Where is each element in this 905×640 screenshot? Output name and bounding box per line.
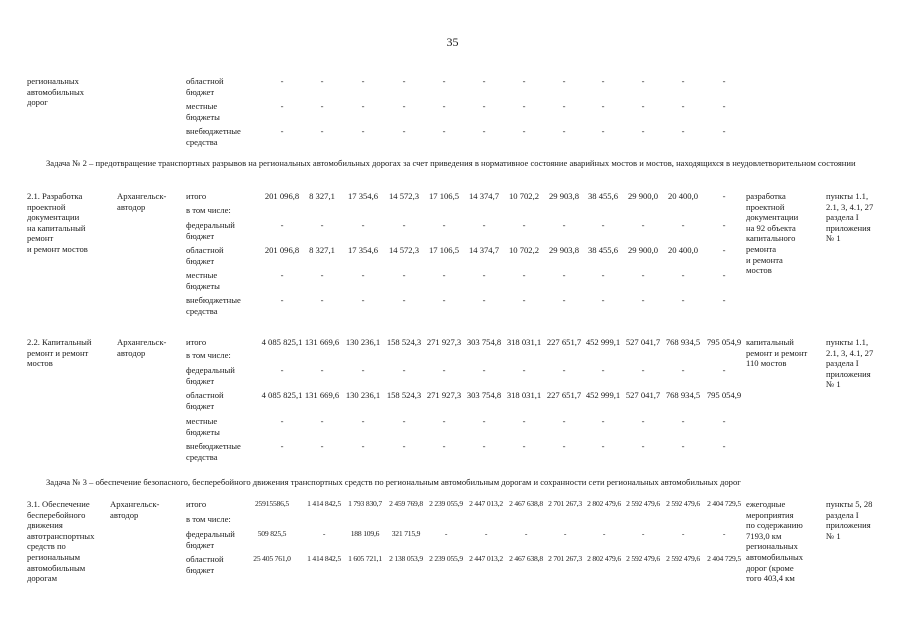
funding-source-label: в том числе: [186,205,231,215]
amount-cell: 2 592 479,6 [626,554,660,563]
funding-source-label: федеральный [186,529,235,539]
amount-cell: 2 467 638,8 [509,499,543,508]
funding-source-label: бюджеты [186,280,220,291]
measure-title: мостов [27,358,53,369]
page-number: 35 [446,35,459,49]
amount-cell: - [402,220,406,230]
amount-cell: 38 455,6 [587,245,619,255]
executor: автодор [117,347,146,358]
amount-cell: 2 592 479,6 [626,499,660,508]
amount-cell: - [722,76,726,86]
amount-cell: - [681,101,685,111]
amount-cell: 318 031,1 [506,337,542,347]
amount-cell: - [641,101,645,111]
amount-cell: - [280,220,284,230]
amount-cell: 158 524,3 [386,337,422,347]
amount-cell: - [522,365,526,375]
amount-cell: - [482,76,486,86]
amount-cell: - [402,441,406,451]
amount-cell: - [562,220,566,230]
measure-title: дорогам [27,573,58,584]
funding-source-label: средства [186,305,218,316]
funding-source-label: бюджет [186,539,215,550]
amount-cell: 303 754,8 [466,337,502,347]
funding-source-label: бюджет [186,255,215,266]
amount-cell: 29 903,8 [548,245,580,255]
reference: пункты 1.1, [826,337,869,347]
amount-cell: 158 524,3 [386,390,422,400]
reference: пункты 5, 28 [826,499,873,509]
amount-cell: 1 605 721,1 [348,554,382,563]
amount-cell: - [601,126,605,136]
amount-cell: 2 447 013,2 [469,499,503,508]
amount-cell: 130 236,1 [345,337,381,347]
reference: приложения [826,368,871,379]
measure-title: ремонт и ремонт [27,347,89,358]
funding-source-label: бюджет [186,375,215,386]
task-heading: Задача № 3 – обеспечение безопасного, бесперебойного движения транспортных средств по региональным автомобильным дорогам и сохранности сети региональных автомобильных дорог [46,477,741,487]
amount-cell: 527 041,7 [625,337,661,347]
reference: 2.1, 3, 4.1, 27 [826,347,874,358]
funding-source-label: бюджеты [186,426,220,437]
measure-title: движения [27,520,63,531]
amount-cell: - [681,416,685,426]
amount-cell: - [562,126,566,136]
reference: № 1 [826,233,841,244]
amount-cell: 795 054,9 [706,390,742,400]
expected-result: документации [746,212,799,223]
measure-title: 3.1. Обеспечение [27,499,90,509]
amount-cell: 17 354,6 [347,191,379,201]
reference: № 1 [826,379,841,390]
amount-cell: 2 701 267,3 [548,499,582,508]
amount-cell: 4 085 825,1 [261,337,303,347]
amount-cell: - [681,76,685,86]
amount-cell: - [482,365,486,375]
amount-cell: - [681,295,685,305]
measure-title: на капитальный [27,222,86,233]
expected-result: капитальный [746,337,794,347]
funding-source-label: бюджет [186,86,215,97]
amount-cell: 201 096,8 [264,191,300,201]
amount-cell: - [442,270,446,280]
funding-source-label: бюджет [186,564,215,575]
amount-cell: 527 041,7 [625,390,661,400]
amount-cell: 2 802 479,6 [587,499,621,508]
amount-cell: 2 592 479,6 [666,499,700,508]
measure-title: региональным [27,552,81,562]
amount-cell: - [522,220,526,230]
amount-cell: - [442,365,446,375]
amount-cell: 452 999,1 [585,390,621,400]
measure-title: ремонт [27,233,54,244]
amount-cell: - [402,416,406,426]
amount-cell: - [722,529,726,538]
funding-source-label: в том числе: [186,514,231,524]
amount-cell: - [322,529,326,538]
amount-cell: - [361,295,365,305]
amount-cell: - [522,416,526,426]
amount-cell: - [522,101,526,111]
amount-cell: - [280,126,284,136]
executor: автодор [110,509,139,520]
amount-cell: 14 374,7 [468,245,500,255]
measure-title: автотранспортных [27,530,95,541]
amount-cell: - [280,416,284,426]
measure-title: документации [27,212,80,223]
measure-title: бесперебойного [27,509,86,520]
amount-cell: 14 572,3 [388,245,420,255]
amount-cell: - [641,270,645,280]
expected-result: автомобильных [746,552,804,562]
amount-cell: - [641,126,645,136]
expected-result: мостов [746,265,772,276]
amount-cell: - [641,365,645,375]
funding-source-label: бюджеты [186,111,220,122]
amount-cell: 25915586,5 [254,499,290,508]
funding-source-label: областной [186,245,224,255]
funding-source-label: местные [186,101,218,111]
amount-cell: - [361,416,365,426]
amount-cell: 17 106,5 [428,245,460,255]
funding-source-label: итого [186,337,207,347]
amount-cell: - [482,441,486,451]
funding-source-label: итого [186,499,207,509]
reference: № 1 [826,530,841,541]
amount-cell: - [442,416,446,426]
funding-source-label: местные [186,416,218,426]
amount-cell: - [320,365,324,375]
expected-result: 110 мостов [746,358,787,369]
amount-cell: - [482,416,486,426]
amount-cell: - [641,76,645,86]
amount-cell: - [280,365,284,375]
amount-cell: - [562,416,566,426]
amount-cell: - [482,270,486,280]
amount-cell: 8 327,1 [309,191,335,201]
amount-cell: 14 572,3 [388,191,420,201]
amount-cell: 2 467 638,8 [509,554,543,563]
reference: приложения [826,222,871,233]
amount-cell: - [601,220,605,230]
amount-cell: 4 085 825,1 [261,390,303,400]
amount-cell: 8 327,1 [309,245,335,255]
amount-cell: - [563,529,567,538]
funding-source-label: итого [186,191,207,201]
amount-cell: 188 109,6 [350,529,380,538]
amount-cell: - [524,529,528,538]
executor: Архангельск- [117,337,167,347]
measure-title: средств по [27,541,66,552]
amount-cell: 303 754,8 [466,390,502,400]
amount-cell: - [320,416,324,426]
amount-cell: 1 414 842,5 [307,554,341,563]
amount-cell: - [681,365,685,375]
amount-cell: - [681,441,685,451]
amount-cell: - [562,101,566,111]
amount-cell: 509 825,5 [257,529,287,538]
reference: приложения [826,520,871,531]
amount-cell: - [722,270,726,280]
amount-cell: 2 592 479,6 [666,554,700,563]
expected-result: дорог (кроме [746,562,794,573]
amount-cell: 2 447 013,2 [469,554,503,563]
amount-cell: 2 239 055,9 [429,554,463,563]
funding-source-label: внебюджетные [186,126,241,136]
amount-cell: - [522,270,526,280]
reference: пункты 1.1, [826,191,869,201]
amount-cell: - [601,365,605,375]
funding-source-label: бюджет [186,400,215,411]
amount-cell: - [361,101,365,111]
amount-cell: 38 455,6 [587,191,619,201]
amount-cell: - [361,220,365,230]
row-label: региональных [27,76,79,86]
amount-cell: - [722,220,726,230]
amount-cell: - [722,365,726,375]
measure-title: проектной [27,201,66,212]
expected-result: по содержанию [746,520,803,531]
amount-cell: - [722,416,726,426]
funding-source-label: федеральный [186,365,235,375]
amount-cell: 1 414 842,5 [307,499,341,508]
amount-cell: - [320,295,324,305]
amount-cell: 29 900,0 [627,245,659,255]
expected-result: того 403,4 км [746,573,795,584]
amount-cell: - [280,441,284,451]
amount-cell: 768 934,5 [665,390,701,400]
row-label: дорог [27,97,48,108]
amount-cell: 227 651,7 [546,337,582,347]
amount-cell: - [641,416,645,426]
amount-cell: 29 903,8 [548,191,580,201]
amount-cell: - [482,295,486,305]
amount-cell: 2 701 267,3 [548,554,582,563]
task-heading: Задача № 2 – предотвращение транспортных разрывов на региональных автомобильных дорогах за счет приведения в нормативное состояние аварийных мостов и мостов, находящихся в неудовлетворительном состоянии [46,158,856,168]
amount-cell: - [442,76,446,86]
amount-cell: 795 054,9 [706,337,742,347]
amount-cell: 20 400,0 [667,245,699,255]
funding-source-label: областной [186,554,224,564]
amount-cell: - [442,295,446,305]
funding-source-label: внебюджетные [186,295,241,305]
amount-cell: - [562,441,566,451]
amount-cell: - [562,76,566,86]
amount-cell: 1 793 830,7 [348,499,382,508]
amount-cell: - [722,441,726,451]
amount-cell: - [320,220,324,230]
amount-cell: - [444,529,448,538]
amount-cell: - [522,76,526,86]
measure-title: автомобильным [27,562,86,573]
amount-cell: - [442,441,446,451]
amount-cell: - [522,441,526,451]
reference: раздела I [826,509,859,520]
amount-cell: - [681,270,685,280]
amount-cell: 321 715,9 [391,529,421,538]
measure-title: 2.2. Капитальный [27,337,92,347]
amount-cell: - [641,220,645,230]
amount-cell: - [641,441,645,451]
amount-cell: - [562,295,566,305]
amount-cell: - [402,295,406,305]
amount-cell: - [522,295,526,305]
reference: раздела I [826,358,859,369]
funding-source-label: средства [186,451,218,462]
amount-cell: - [722,191,726,201]
executor: Архангельск- [110,499,160,509]
amount-cell: 10 702,2 [508,245,540,255]
amount-cell: - [484,529,488,538]
amount-cell: - [482,126,486,136]
amount-cell: 10 702,2 [508,191,540,201]
amount-cell: - [562,270,566,280]
amount-cell: 131 669,6 [304,337,340,347]
amount-cell: 271 927,3 [426,390,462,400]
reference: 2.1, 3, 4.1, 27 [826,201,874,212]
amount-cell: - [681,126,685,136]
amount-cell: 2 138 053,9 [389,554,423,563]
amount-cell: 2 404 729,5 [707,554,741,563]
expected-result: проектной [746,201,785,212]
expected-result: 7193,0 км [746,530,782,541]
expected-result: капитального [746,233,796,244]
amount-cell: - [602,529,606,538]
amount-cell: - [361,126,365,136]
expected-result: ремонт и ремонт [746,347,808,358]
amount-cell: 131 669,6 [304,390,340,400]
amount-cell: - [402,126,406,136]
funding-source-label: областной [186,390,224,400]
amount-cell: - [601,441,605,451]
amount-cell: - [361,365,365,375]
amount-cell: 201 096,8 [264,245,300,255]
expected-result: ремонта [746,244,777,254]
amount-cell: - [361,270,365,280]
amount-cell: - [442,101,446,111]
executor: Архангельск- [117,191,167,201]
amount-cell: - [402,101,406,111]
amount-cell: - [681,220,685,230]
expected-result: и ремонта [746,254,783,265]
amount-cell: - [641,529,645,538]
amount-cell: 227 651,7 [546,390,582,400]
amount-cell: - [320,126,324,136]
funding-source-label: в том числе: [186,350,231,360]
expected-result: региональных [746,541,798,552]
funding-source-label: федеральный [186,220,235,230]
amount-cell: 2 802 479,6 [587,554,621,563]
amount-cell: - [601,76,605,86]
expected-result: ежегодные [746,499,786,509]
amount-cell: - [562,365,566,375]
amount-cell: 318 031,1 [506,390,542,400]
reference: раздела I [826,212,859,223]
expected-result: разработка [746,191,786,201]
expected-result: мероприятия [746,509,794,520]
funding-source-label: бюджет [186,230,215,241]
amount-cell: 2 404 729,5 [707,499,741,508]
expected-result: на 92 объекта [746,222,796,233]
amount-cell: 14 374,7 [468,191,500,201]
amount-cell: - [601,270,605,280]
amount-cell: - [361,441,365,451]
amount-cell: - [402,365,406,375]
amount-cell: - [320,76,324,86]
amount-cell: - [280,101,284,111]
amount-cell: - [320,441,324,451]
amount-cell: - [442,126,446,136]
amount-cell: - [361,76,365,86]
amount-cell: - [482,220,486,230]
amount-cell: 17 354,6 [347,245,379,255]
amount-cell: 768 934,5 [665,337,701,347]
amount-cell: - [722,295,726,305]
executor: автодор [117,201,146,212]
amount-cell: - [681,529,685,538]
amount-cell: 130 236,1 [345,390,381,400]
funding-source-label: областной [186,76,224,86]
amount-cell: 271 927,3 [426,337,462,347]
amount-cell: - [641,295,645,305]
amount-cell: - [722,101,726,111]
funding-source-label: местные [186,270,218,280]
amount-cell: - [280,295,284,305]
amount-cell: - [601,295,605,305]
amount-cell: - [280,76,284,86]
amount-cell: - [402,76,406,86]
amount-cell: - [522,126,526,136]
amount-cell: - [442,220,446,230]
amount-cell: - [722,245,726,255]
amount-cell: - [320,101,324,111]
amount-cell: - [402,270,406,280]
amount-cell: 452 999,1 [585,337,621,347]
row-label: автомобильных [27,86,85,97]
amount-cell: - [601,416,605,426]
measure-title: 2.1. Разработка [27,191,83,201]
amount-cell: 25 405 761,0 [253,554,291,563]
amount-cell: 20 400,0 [667,191,699,201]
amount-cell: 2 459 769,8 [389,499,423,508]
amount-cell: 29 900,0 [627,191,659,201]
amount-cell: - [280,270,284,280]
amount-cell: 2 239 055,9 [429,499,463,508]
funding-source-label: средства [186,136,218,147]
amount-cell: - [601,101,605,111]
amount-cell: - [482,101,486,111]
measure-title: и ремонт мостов [27,244,88,254]
amount-cell: 17 106,5 [428,191,460,201]
amount-cell: - [722,126,726,136]
funding-source-label: внебюджетные [186,441,241,451]
amount-cell: - [320,270,324,280]
